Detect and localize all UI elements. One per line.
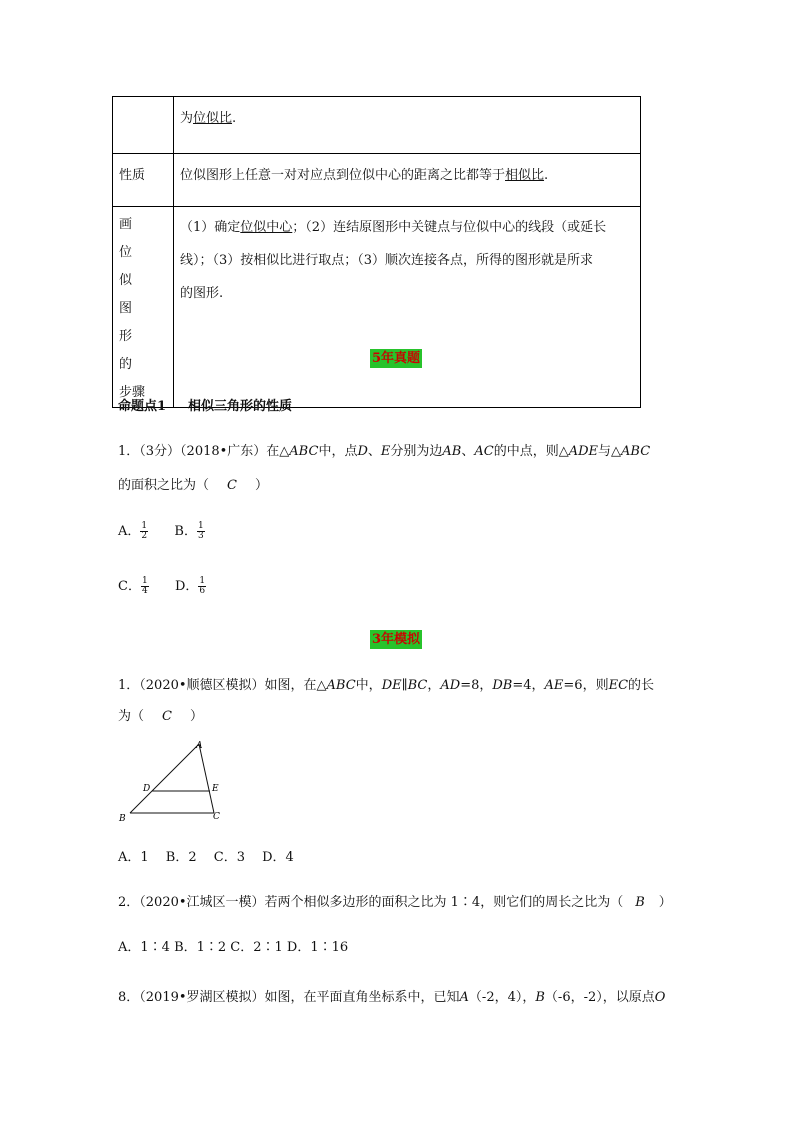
- denominator: 6: [199, 586, 206, 596]
- text: ABC: [326, 678, 356, 693]
- text: AE: [544, 678, 564, 693]
- answer: B: [635, 895, 645, 910]
- text: EC: [608, 678, 629, 693]
- answer: C: [162, 709, 172, 724]
- fraction: [197, 522, 205, 541]
- text: D: [357, 444, 368, 459]
- text: =8，: [460, 678, 493, 693]
- text: B: [535, 990, 545, 1005]
- text: =6，则: [563, 678, 609, 693]
- label-text: 性质: [119, 168, 146, 183]
- options-shunde: A．1 B．2 C．3 D．4: [118, 850, 294, 865]
- denominator: 4: [141, 586, 148, 596]
- text: 位似图形上任意一对对应点到位似中心的距离之比都等于: [180, 168, 506, 183]
- row-label: [113, 154, 174, 207]
- term-ratio: 位似比: [193, 111, 233, 126]
- fraction: [198, 577, 206, 596]
- row-content: [174, 207, 641, 408]
- answer: C: [227, 478, 237, 493]
- fraction: [140, 522, 148, 541]
- label-b: B: [119, 814, 126, 824]
- text: DE∥BC: [381, 678, 428, 693]
- text: O: [654, 990, 666, 1005]
- options-row-cd: [118, 575, 206, 596]
- text: ）: [189, 709, 203, 724]
- text: ）: [658, 895, 672, 910]
- denominator: 3: [197, 531, 204, 541]
- label-d: D: [143, 784, 151, 794]
- text: 的面积之比为（: [118, 478, 210, 493]
- row-content: [174, 97, 641, 154]
- section-tag: 3年模拟: [372, 632, 421, 647]
- options-row-ab: [118, 520, 205, 541]
- text: 的图形.: [180, 286, 224, 301]
- label-line: 步骤: [119, 385, 146, 400]
- text: AC: [474, 444, 494, 459]
- text: 的长: [628, 678, 655, 693]
- text: 中，点: [318, 444, 358, 459]
- row-content: [174, 154, 641, 207]
- numerator: 1: [197, 521, 204, 531]
- question-shunde-line2: [118, 705, 203, 724]
- text: 为（: [118, 709, 145, 724]
- option-label: D．: [174, 579, 199, 594]
- question-shunde-line1: [118, 674, 654, 693]
- numerator: 1: [141, 521, 148, 531]
- section-tag: 5年真题: [372, 351, 421, 366]
- denominator: 2: [141, 531, 148, 541]
- row-label: [113, 207, 174, 408]
- table-row: [113, 97, 641, 154]
- question-jiangcheng: [118, 891, 672, 910]
- question-2018-line1: [118, 440, 650, 459]
- text: ABC: [621, 444, 651, 459]
- topic-heading: [118, 395, 292, 414]
- text: AB: [442, 444, 462, 459]
- option-label: A．: [118, 524, 141, 539]
- table-row: [113, 207, 641, 408]
- question-luohu: [118, 986, 665, 1005]
- section-heading-five-year: [370, 347, 422, 366]
- text: ）: [254, 478, 268, 493]
- question-2018-line2: [118, 474, 268, 493]
- label-e: E: [212, 784, 219, 794]
- numerator: 1: [199, 576, 206, 586]
- side-ac: [199, 744, 214, 813]
- text: ABC: [289, 444, 319, 459]
- text: 、: [367, 444, 381, 459]
- text: 为: [180, 111, 194, 126]
- label-line: 画 位: [119, 217, 147, 260]
- option-label: B．: [174, 524, 197, 539]
- text: 2．（2020•江城区一模）若两个相似多边形的面积之比为 1∶4，则它们的周长之比为（: [118, 895, 624, 910]
- text: 分别为边: [390, 444, 443, 459]
- table-row: [113, 154, 641, 207]
- text: .: [232, 111, 237, 126]
- term-similarity-ratio: 相似比: [505, 168, 545, 183]
- label-c: C: [213, 812, 220, 822]
- text: 与△: [598, 444, 622, 459]
- text: DB: [492, 678, 513, 693]
- numerator: 1: [141, 576, 148, 586]
- fraction: [141, 577, 149, 596]
- label-a: A: [196, 741, 203, 751]
- text: （-6，-2），以原点: [544, 990, 655, 1005]
- text: 8．（2019•罗湖区模拟）如图，在平面直角坐标系中，已知: [118, 990, 460, 1005]
- text: E: [380, 444, 391, 459]
- label-line: 形 的: [119, 329, 147, 372]
- text: ，: [427, 678, 441, 693]
- text: （1）确定: [180, 220, 241, 235]
- text: ；（2）连结原图形中关键点与位似中心的线段（或延长: [292, 220, 607, 235]
- text: .: [544, 168, 549, 183]
- text: 、: [461, 444, 475, 459]
- text: =4，: [512, 678, 545, 693]
- text: AD: [440, 678, 461, 693]
- side-ab: [130, 744, 199, 813]
- text: 1．（2020•顺德区模拟）如图，在△: [118, 678, 327, 693]
- text: 线）；（3）按相似比进行取点；（3）顺次连接各点，所得的图形就是所求: [180, 253, 594, 268]
- section-heading-three-year: [370, 628, 422, 647]
- label-line: 似 图: [119, 273, 147, 316]
- options-jiangcheng: A．1∶4 B．1∶2 C．2∶1 D．1∶16: [118, 940, 349, 955]
- text: 1．（3分）（2018•广东）在△: [118, 444, 290, 459]
- triangle-figure: [112, 736, 232, 828]
- option-label: C．: [118, 579, 141, 594]
- text: 中，: [355, 678, 382, 693]
- term-center: 位似中心: [240, 220, 293, 235]
- text: 的中点，则△: [493, 444, 569, 459]
- text: （-2，4），: [468, 990, 536, 1005]
- text: A: [459, 990, 469, 1005]
- row-label: [113, 97, 174, 154]
- topic-title: 相似三角形的性质: [188, 399, 293, 414]
- topic-number: 命题点1: [118, 399, 167, 414]
- text: ADE: [568, 444, 599, 459]
